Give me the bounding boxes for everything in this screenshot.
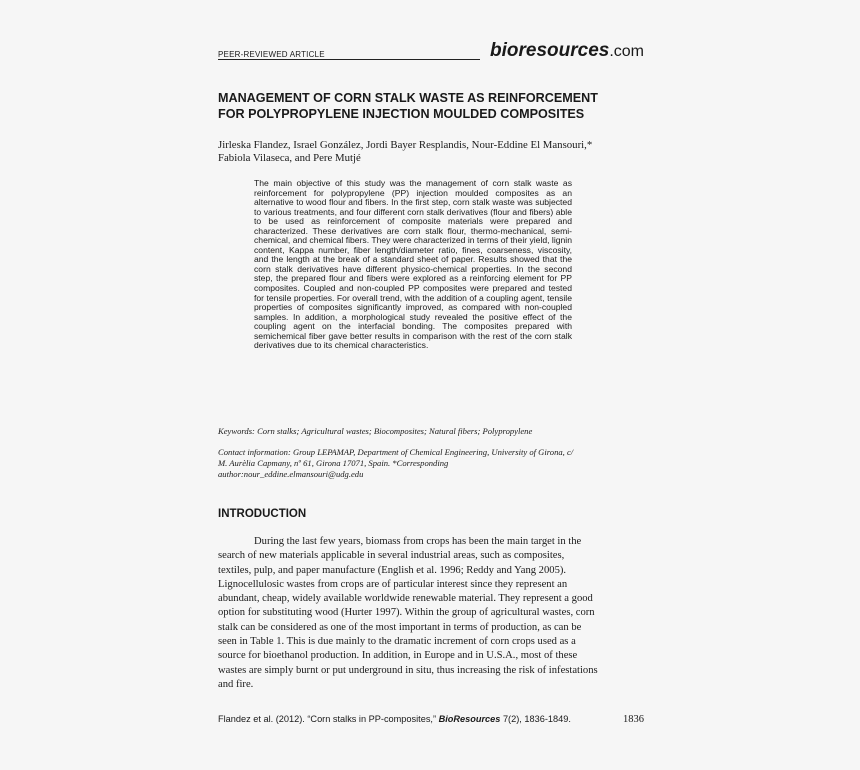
peer-reviewed-label: PEER-REVIEWED ARTICLE xyxy=(218,50,325,59)
introduction-paragraph xyxy=(218,535,644,692)
section-heading-introduction: INTRODUCTION xyxy=(218,508,307,520)
contact-email: author:nour_eddine.elmansouri@udg.edu xyxy=(218,469,364,479)
paragraph-line: textiles, pulp, and paper manufacture (English et al. 1996; Reddy and Yang 2005). xyxy=(218,564,567,576)
author-line: Fabiola Vilaseca, and Pere Mutjé xyxy=(218,152,361,164)
paragraph-line: wastes are simply burnt or put underground in situ, thus increasing the risk of infestations xyxy=(218,664,598,676)
keywords-line: Keywords: Corn stalks; Agricultural wastes; Biocomposites; Natural fibers; Polypropylene xyxy=(218,426,533,436)
paragraph-line: source for bioethanol production. In addition, in Europe and in U.S.A., most of these xyxy=(218,650,578,662)
journal-brand xyxy=(490,40,644,62)
paragraph-line: stalk can be considered as one of the most important in terms of production, as can be xyxy=(218,621,582,633)
header-rule xyxy=(218,59,480,60)
footer-volume: 7(2), 1836-1849. xyxy=(500,714,571,724)
paragraph-line: and fire. xyxy=(218,678,254,690)
contact-line: Contact information: Group LEPAMAP, Department of Chemical Engineering, University of Girona, c/ xyxy=(218,447,574,457)
paragraph-line: Lignocellulosic wastes from crops are of particular interest since they represent an xyxy=(218,578,568,590)
page-footer xyxy=(218,714,644,724)
author-line: Jirleska Flandez, Israel González, Jordi Bayer Resplandis, Nour-Eddine El Mansouri,* xyxy=(218,139,593,151)
article-title xyxy=(218,90,648,122)
footer-journal: BioResources xyxy=(438,714,501,724)
title-line: MANAGEMENT OF CORN STALK WASTE AS REINFORCEMENT xyxy=(218,91,598,105)
footer-citation: Flandez et al. (2012). “Corn stalks in PP-composites,” xyxy=(218,714,439,724)
paragraph-line: seen in Table 1. This is due mainly to the dramatic increment of corn crops used as a xyxy=(218,636,576,648)
title-line: FOR POLYPROPYLENE INJECTION MOULDED COMPOSITES xyxy=(218,107,585,121)
journal-header xyxy=(218,38,644,62)
page-number: 1836 xyxy=(623,714,644,725)
journal-brand-suffix: .com xyxy=(609,43,644,60)
paragraph-line: option for substituting wood (Hurter 1997). Within the group of agricultural wastes, corn xyxy=(218,607,595,619)
paragraph-line: search of new materials applicable in several industrial areas, such as composites, xyxy=(218,550,565,562)
journal-brand-name: bioresources xyxy=(490,40,610,61)
abstract-text: The main objective of this study was the management of corn stalk waste as reinforcement for polypropylene (PP) injection moulded composites as an alternative to wood flour and fibers. In the first step, corn stalk waste was subjected to various treatments, and four different corn stalk derivatives (flour and fibers) able to be used as reinforcement of composite materials were prepared and characterized. These derivatives are corn stalk flour, thermo-mechanical, semi-chemical, and chemical fibers. They were characterized in terms of their yield, lignin content, Kappa number, fiber length/diameter ratio, fines, coarseness, viscosity, and the length at the break of a standard sheet of paper. Results showed that the corn stalk derivatives have different physico-chemical properties. In the second step, the prepared flour and fibers were explored as a reinforcing element for PP composites. Coupled and non-coupled PP composites were prepared and tested for tensile properties. For overall trend, with the addition of a coupling agent, tensile properties of composites significantly improved, as compared with non-coupled samples. In addition, a morphological study revealed the positive effect of the coupling agent on the interfacial bonding. The composites prepared with semichemical fiber gave better results in comparison with the rest of the corn stalk derivatives due to its chemical characteristics. xyxy=(254,178,572,351)
contact-line: M. Aurèlia Capmany, nº 61, Girona 17071, Spain. *Corresponding xyxy=(218,458,449,468)
paragraph-line: abundant, cheap, widely available worldwide renewable material. They represent a good xyxy=(218,593,593,605)
contact-information xyxy=(218,447,648,480)
paragraph-line: During the last few years, biomass from crops has been the main target in the xyxy=(254,536,582,547)
author-list xyxy=(218,139,648,165)
